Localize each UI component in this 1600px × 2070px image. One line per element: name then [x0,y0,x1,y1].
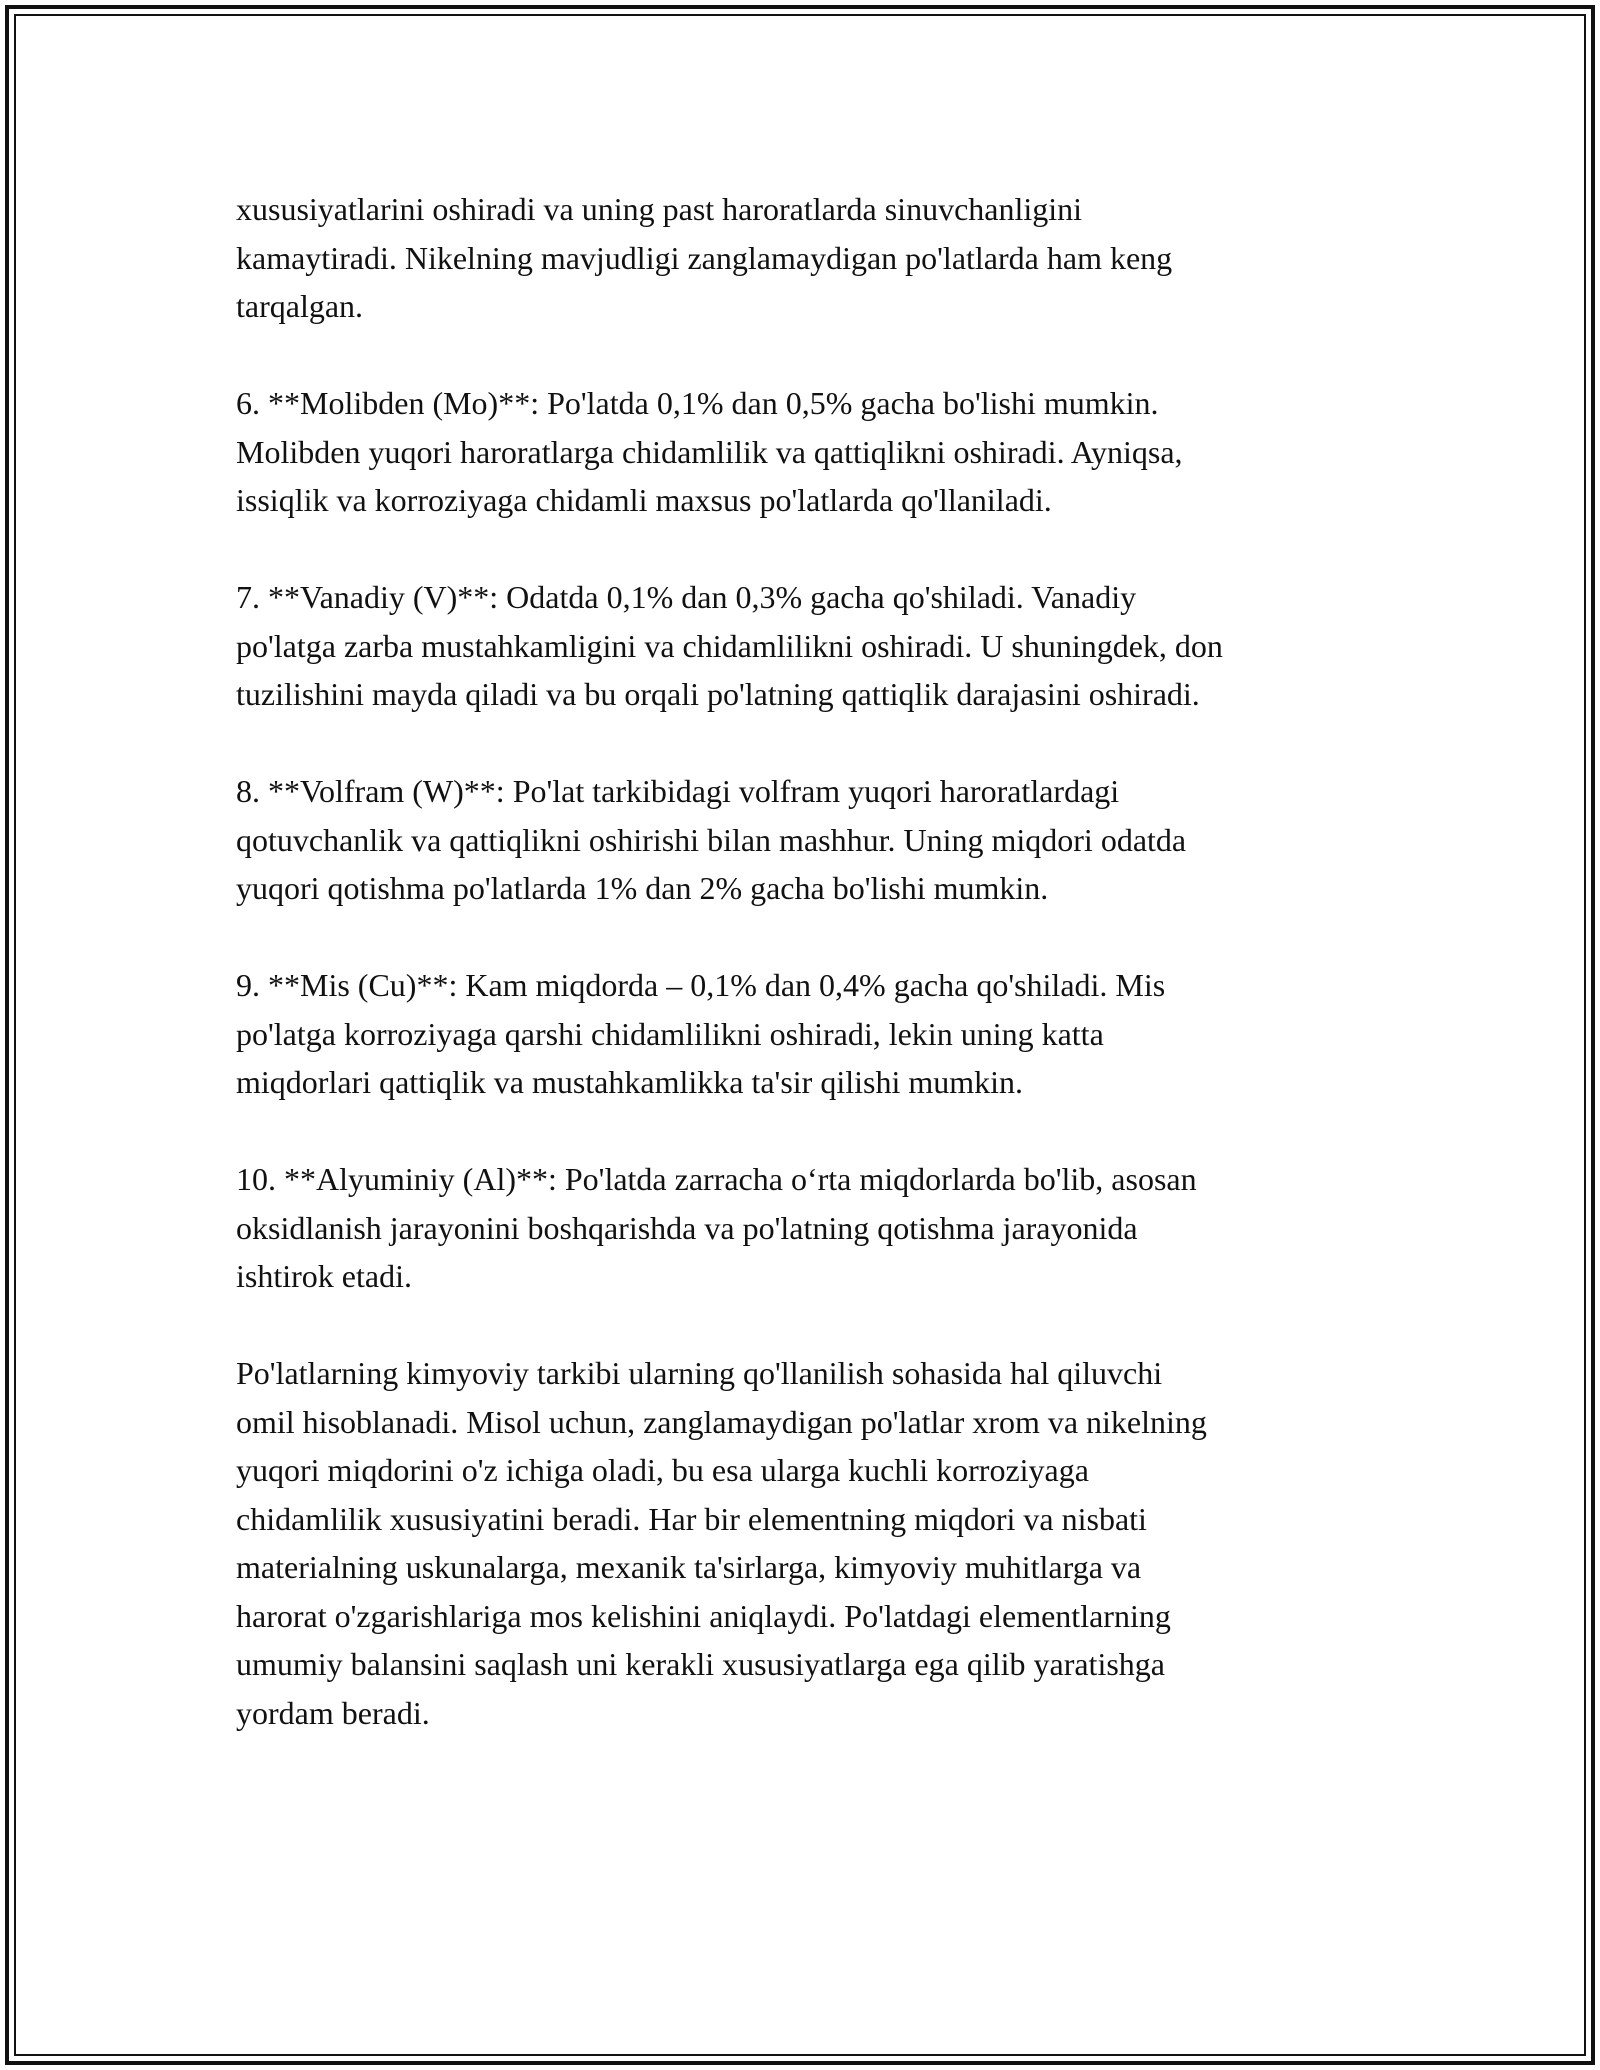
paragraph-conclusion: Po'latlarning kimyoviy tarkibi ularning qo'llanilish sohasida hal qiluvchi omil hisoblanadi. Misol uchun, zanglamaydigan po'latlar xrom va nikelning yuqori miqdorini o'z ichiga oladi, bu esa ularga kuchli korroziyaga chidamlilik xususiyatini beradi. Har bir elementning miqdori va nisbati materialning uskunalarga, mexanik ta'sirlarga, kimyoviy muhitlarga va harorat o'zgarishlariga mos kelishini aniqlaydi. Po'latdagi elementlarning umumiy balansini saqlash uni kerakli xususiyatlarga ega qilib yaratishga yordam beradi. [236,1355,1207,1731]
paragraph-copper: 9. **Mis (Cu)**: Kam miqdorda – 0,1% dan 0,4% gacha qo'shiladi. Mis po'latga korroziyaga qarshi chidamlilikni oshiradi, lekin uning katta miqdorlari qattiqlik va mustahkamlikka ta'sir qilishi mumkin. [236,967,1166,1100]
paragraph-molybdenum: 6. **Molibden (Mo)**: Po'latda 0,1% dan 0,5% gacha bo'lishi mumkin. Molibden yuqori haroratlarga chidamlilik va qattiqlikni oshiradi. Ayniqsa, issiqlik va korroziyaga chidamli maxsus po'latlarda qo'llaniladi. [236,385,1183,518]
document-body [236,185,1376,1786]
paragraph-nickel-continuation: xususiyatlarini oshiradi va uning past haroratlarda sinuvchanligini kamaytiradi. Nikelning mavjudligi zanglamaydigan po'latlarda ham keng tarqalgan. [236,191,1173,324]
paragraph-vanadium: 7. **Vanadiy (V)**: Odatda 0,1% dan 0,3% gacha qo'shiladi. Vanadiy po'latga zarba mustahkamligini va chidamlilikni oshiradi. U shuningdek, don tuzilishini mayda qiladi va bu orqali po'latning qattiqlik darajasini oshiradi. [236,579,1223,712]
paragraph-aluminium: 10. **Alyuminiy (Al)**: Po'latda zarracha oʻrta miqdorlarda bo'lib, asosan oksidlanish jarayonini boshqarishda va po'latning qotishma jarayonida ishtirok etadi. [236,1161,1197,1294]
paragraph-tungsten: 8. **Volfram (W)**: Po'lat tarkibidagi volfram yuqori haroratlardagi qotuvchanlik va qattiqlikni oshirishi bilan mashhur. Uning miqdori odatda yuqori qotishma po'latlarda 1% dan 2% gacha bo'lishi mumkin. [236,773,1187,906]
